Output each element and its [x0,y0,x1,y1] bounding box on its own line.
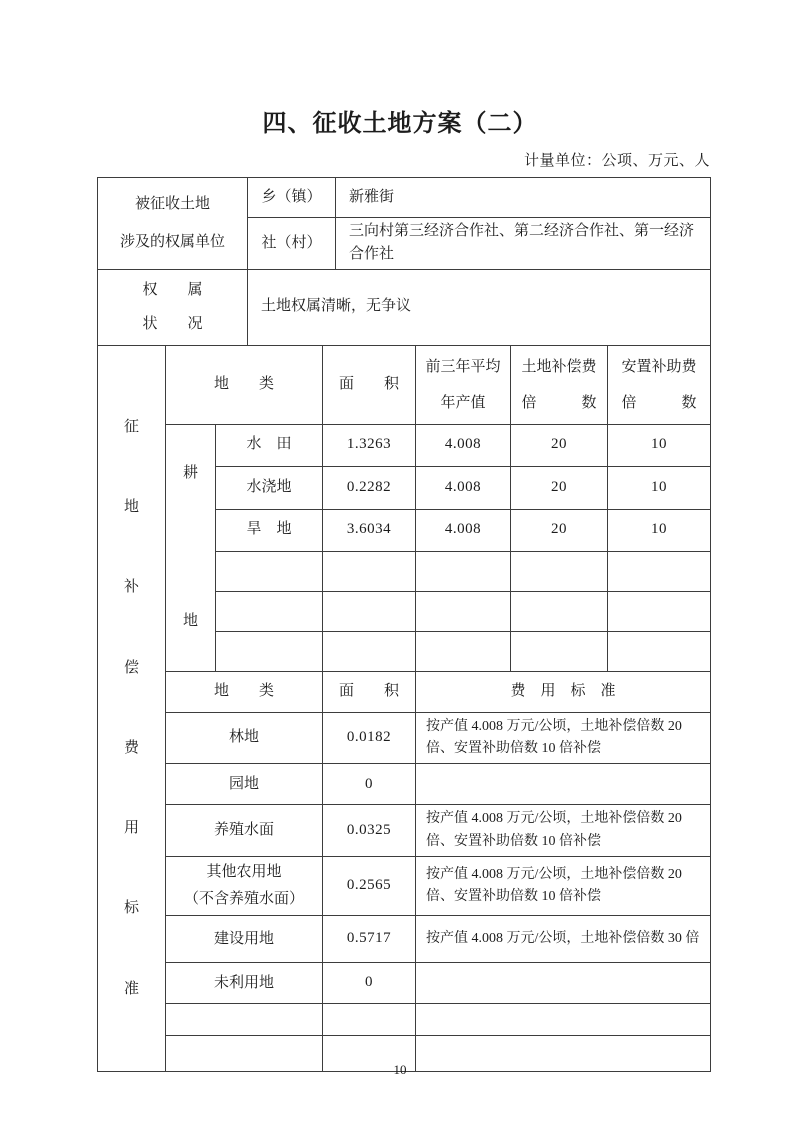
side-label-char: 偿 [123,659,139,676]
group-label-char: 耕 [182,464,198,481]
table-row [98,345,711,424]
table-row [98,269,711,345]
resettle-multiple-header [608,345,711,424]
resettle-multiple-cell: 10 [608,424,711,466]
table-row [98,857,711,916]
fee-standard-header: 费 用 标 准 [416,671,711,712]
area-cell: 0.2565 [323,857,416,916]
ownership-table [97,177,711,346]
area-cell: 0 [323,963,416,1004]
area-cell [323,591,416,631]
ownership-label-line1: 被征收土地 [134,196,210,212]
fee-standard-cell: 按产值 4.008 万元/公顷，土地补偿倍数 20 倍、安置补助倍数 10 倍补偿 [416,805,711,857]
village-value-cell: 三向村第三经济合作社、第二经济合作社、第一经济合作社 [336,218,711,270]
area-cell: 3.6034 [323,509,416,551]
land-comp-header-line2: 倍 数 [521,394,597,411]
township-value-cell: 新雅街 [336,178,711,218]
land-type-line1: 建设用地 [214,930,275,947]
area-header: 面 积 [323,671,416,712]
resettle-multiple-cell: 10 [608,466,711,509]
output-value-header [416,345,511,424]
resettle-multiple-cell: 10 [608,509,711,551]
land-type-header: 地 类 [166,671,323,712]
land-comp-header-line1: 土地补偿费 [521,358,597,375]
land-comp-multiple-cell [511,551,608,591]
page-title: 四、征收土地方案（二） [262,111,538,137]
land-type-header: 地 类 [166,345,323,424]
area-header: 面 积 [323,345,416,424]
fee-standard-cell: 按产值 4.008 万元/公顷，土地补偿倍数 20 倍、安置补助倍数 10 倍补偿 [416,712,711,764]
table-row [98,178,711,218]
output-value-cell [416,551,511,591]
township-label-cell: 乡（镇） [248,178,336,218]
compensation-table [97,345,711,1073]
side-label-char: 标 [123,900,139,917]
land-plan-table [97,177,710,1072]
resettle-multiple-cell [608,631,711,671]
table-row [98,1004,711,1036]
section-side-label-cell [98,345,166,1072]
side-label-char: 补 [123,579,139,596]
land-type-cell: 水浇地 [216,466,323,509]
land-type-line1: 未利用地 [214,974,275,991]
table-row [98,963,711,1004]
tenure-status-label-line2: 状 况 [142,316,203,332]
land-comp-multiple-cell: 20 [511,509,608,551]
resettle-multiple-cell [608,591,711,631]
land-type-cell [216,591,323,631]
land-type-line2: （不含养殖水面） [184,891,305,908]
output-value-cell [416,631,511,671]
fee-standard-cell: 按产值 4.008 万元/公顷，土地补偿倍数 20 倍、安置补助倍数 10 倍补偿 [416,857,711,916]
land-type-line1: 园地 [229,775,260,792]
side-label-char: 费 [123,739,139,756]
resettle-multiple-cell [608,551,711,591]
land-type-cell [166,916,323,963]
table-row [98,805,711,857]
table-row [98,712,711,764]
area-cell: 0.5717 [323,916,416,963]
side-label-char: 征 [123,418,139,435]
land-type-cell: 水 田 [216,424,323,466]
land-type-cell [216,631,323,671]
area-cell: 0 [323,764,416,805]
land-type-line1: 养殖水面 [214,822,275,839]
cultivated-land-group-label [166,462,215,634]
output-value-cell [416,591,511,631]
side-label-char: 准 [123,980,139,997]
land-comp-multiple-cell: 20 [511,424,608,466]
tenure-status-label-line1: 权 属 [142,281,203,298]
area-cell: 1.3263 [323,424,416,466]
side-label-char: 用 [123,820,139,837]
land-type-cell [166,764,323,805]
area-cell [323,551,416,591]
land-type-cell [166,805,323,857]
fee-standard-cell [416,963,711,1004]
land-type-cell [166,712,323,764]
land-type-cell [166,963,323,1004]
land-comp-multiple-cell [511,591,608,631]
fee-standard-cell [416,764,711,805]
section-side-label [98,416,165,1001]
output-value-header-line1: 前三年平均 [425,358,501,375]
ownership-label-line2: 涉及的权属单位 [119,234,225,251]
resettle-header-line2: 倍 数 [621,394,697,411]
fee-standard-cell [416,1004,711,1036]
land-comp-multiple-cell: 20 [511,466,608,509]
fee-standard-cell: 按产值 4.008 万元/公顷，土地补偿倍数 30 倍 [416,916,711,963]
land-type-cell [216,551,323,591]
side-label-char: 地 [123,499,139,516]
area-cell: 0.0182 [323,712,416,764]
table-row [98,424,711,466]
village-label-cell: 社（村） [248,218,336,270]
ownership-label-cell [98,178,248,270]
area-cell [323,1004,416,1036]
measure-unit-note: 计量单位：公项、万元、人 [523,153,710,169]
output-value-cell: 4.008 [416,424,511,466]
group-label-char: 地 [182,613,198,630]
tenure-status-value-cell: 土地权属清晰，无争议 [248,269,711,345]
land-type-cell: 旱 地 [216,509,323,551]
resettle-header-line1: 安置补助费 [621,358,697,375]
land-comp-multiple-cell [511,631,608,671]
land-type-line1: 林地 [229,729,260,746]
land-type-cell [166,1004,323,1036]
tenure-status-label-cell [98,269,248,345]
area-cell: 0.2282 [323,466,416,509]
output-value-cell: 4.008 [416,466,511,509]
page-number: 10 [393,1062,407,1077]
output-value-cell: 4.008 [416,509,511,551]
land-comp-multiple-header [511,345,608,424]
cultivated-land-group-cell [166,424,216,671]
land-type-line1: 其他农用地 [206,864,282,881]
output-value-header-line2: 年产值 [440,394,486,411]
table-row [98,916,711,963]
area-cell [323,631,416,671]
area-cell: 0.0325 [323,805,416,857]
table-row [98,671,711,712]
land-type-cell [166,857,323,916]
table-row [98,764,711,805]
